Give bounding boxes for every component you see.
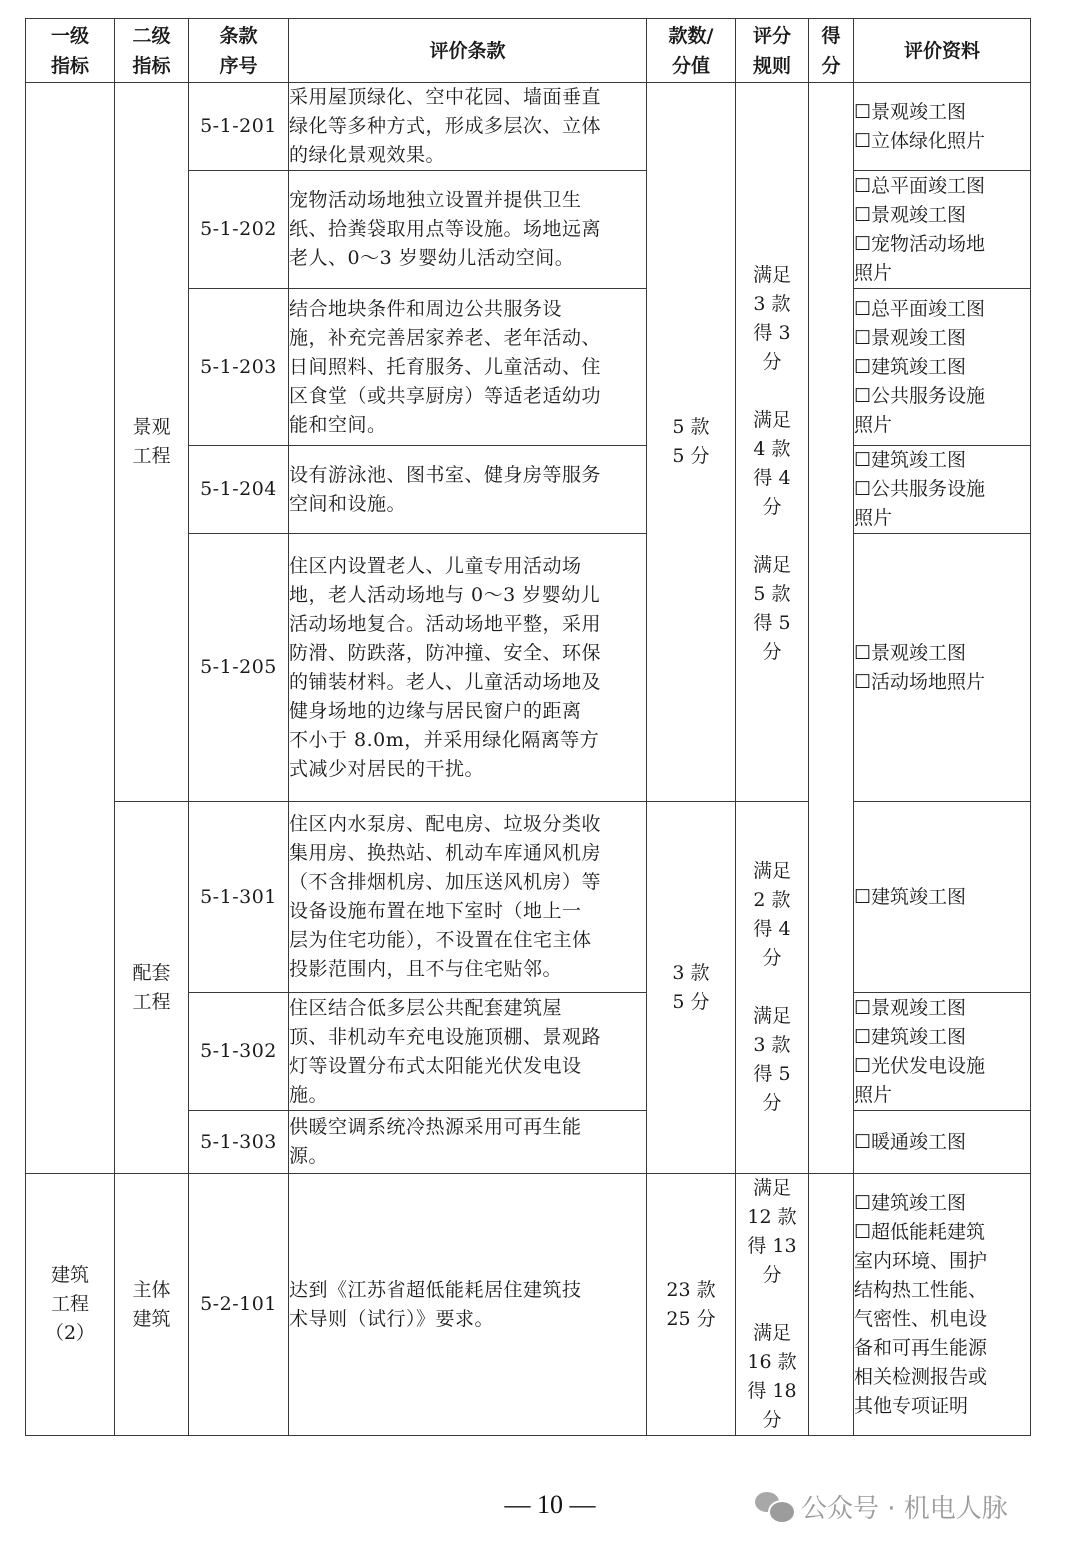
header-score: 得 分 [809,19,854,83]
material-checkbox-item[interactable]: ☐暖通竣工图 [854,1130,967,1153]
header-rule: 评分 规则 [736,19,809,83]
header-level1: 一级 指标 [26,19,115,83]
material-checkbox-item[interactable]: ☐宠物活动场地 [854,232,986,255]
material-checkbox-item[interactable]: ☐公共服务设施 [854,478,986,500]
clause-code: 5-1-205 [189,534,289,802]
materials-cell: ☐建筑竣工图 ☐超低能耗建筑 室内环境、围护 结构热工性能、 气密性、机电设 备和可再生能源 相关检测报告或 其他专项证明 [854,1174,1031,1436]
clause-text: 达到《江苏省超低能耗居住建筑技 术导则（试行）》要求。 [289,1174,647,1436]
header-row [26,19,1031,83]
material-checkbox-item[interactable]: ☐建筑竣工图 [854,1025,967,1048]
header-count-score: 款数/ 分值 [647,19,736,83]
clause-code: 5-2-101 [189,1174,289,1436]
wechat-icon [755,1492,793,1522]
count-score-cell: 23 款 25 分 [647,1174,736,1436]
material-checkbox-item[interactable]: ☐光伏发电设施 [854,1054,986,1077]
materials-cell [854,802,1031,993]
material-checkbox-item[interactable]: ☐总平面竣工图 [854,174,986,197]
count-score-cell: 3 款 5 分 [647,802,736,1174]
clause-text: 宠物活动场地独立设置并提供卫生 纸、拾粪袋取用点等设施。场地远离 老人、0～3 岁婴幼儿活动空间。 [289,171,647,289]
score-cell[interactable] [809,1174,854,1436]
page-number: — 10 — [504,1490,596,1519]
watermark [755,1488,1008,1525]
rule-cell: 满足 2 款 得 4 分 满足 3 款 得 5 分 [736,802,809,1174]
clause-code: 5-1-202 [189,171,289,289]
level2-cell: 景观 工程 [115,83,189,802]
header-clause: 评价条款 [289,19,647,83]
header-clause-no: 条款 序号 [189,19,289,83]
rule-cell: 满足 3 款 得 3 分 满足 4 款 得 4 分 满足 5 款 得 5 分 [736,83,809,802]
material-checkbox-item[interactable]: ☐建筑竣工图 [854,355,967,378]
material-checkbox-item[interactable]: ☐景观竣工图 [854,996,967,1019]
rule-cell: 满足 12 款 得 13 分 满足 16 款 得 18 分 [736,1174,809,1436]
score-cell[interactable] [809,83,854,1174]
material-checkbox-item[interactable]: ☐景观竣工图 [854,203,967,226]
level2-cell: 配套 工程 [115,802,189,1174]
clause-text: 住区内水泵房、配电房、垃圾分类收 集用房、换热站、机动车库通风机房 （不含排烟机房、加压送风机房）等 设备设施布置在地下室时（地上一 层为住宅功能），不设置在住宅主体 投影范围内，且不与住宅贴邻。 [289,802,647,993]
materials-cell: ☐总平面竣工图 ☐景观竣工图 ☐建筑竣工图 ☐公共服务设施 照片 [854,289,1031,446]
level1-cell: 建筑 工程 （2） [26,1174,115,1436]
clause-code: 5-1-201 [189,83,289,171]
table-row [26,83,1031,171]
clause-text: 设有游泳池、图书室、健身房等服务 空间和设施。 [289,446,647,534]
clause-code: 5-1-301 [189,802,289,993]
materials-cell: ☐景观竣工图 ☐建筑竣工图 ☐光伏发电设施 照片 [854,993,1031,1111]
material-checkbox-item[interactable]: ☐公共服务设施 [854,384,986,407]
clause-code: 5-1-203 [189,289,289,446]
clause-text: 住区内设置老人、儿童专用活动场 地，老人活动场地与 0～3 岁婴幼儿 活动场地复合。活动场地平整，采用 防滑、防跌落，防冲撞、安全、环保 的铺装材料。老人、儿童活动场地及 健身场地的边缘与居民窗户的距离 不小于 8.0m，并采用绿化隔离等方 式减少对居民的干扰。 [289,534,647,802]
materials-cell: ☐总平面竣工图 ☐景观竣工图 ☐宠物活动场地 照片 [854,171,1031,289]
material-checkbox-item[interactable]: ☐总平面竣工图 [854,297,986,320]
material-checkbox-item[interactable]: ☐景观竣工图 [854,641,967,664]
material-checkbox-item[interactable]: ☐建筑竣工图 [854,1191,967,1214]
clause-text: 采用屋顶绿化、空中花园、墙面垂直 绿化等多种方式，形成多层次、立体 的绿化景观效果。 [289,83,647,171]
clause-code: 5-1-204 [189,446,289,534]
clause-code: 5-1-303 [189,1111,289,1174]
material-checkbox-item[interactable]: ☐景观竣工图 [854,100,967,123]
materials-cell [854,1111,1031,1174]
table-row [26,802,1031,993]
material-checkbox-item[interactable]: ☐立体绿化照片 [854,129,986,152]
table-row [26,1174,1031,1436]
material-checkbox-item[interactable]: ☐建筑竣工图 [854,449,967,471]
material-checkbox-item[interactable]: ☐活动场地照片 [854,670,986,693]
materials-cell [854,534,1031,802]
level2-cell: 主体 建筑 [115,1174,189,1436]
clause-text: 结合地块条件和周边公共服务设 施，补充完善居家养老、老年活动、 日间照料、托育服务、儿童活动、住 区食堂（或共享厨房）等适老适幼功 能和空间。 [289,289,647,446]
materials-cell: ☐建筑竣工图 ☐公共服务设施 照片 [854,446,1031,534]
count-score-cell: 5 款 5 分 [647,83,736,802]
materials-cell [854,83,1031,171]
header-materials: 评价资料 [854,19,1031,83]
header-level2: 二级 指标 [115,19,189,83]
watermark-text: 公众号 · 机电人脉 [801,1494,1008,1524]
level1-cell-empty [26,83,115,1174]
material-checkbox-item[interactable]: ☐超低能耗建筑 [854,1220,986,1243]
clause-text: 住区结合低多层公共配套建筑屋 顶、非机动车充电设施顶棚、景观路 灯等设置分布式太阳能光伏发电设 施。 [289,993,647,1111]
material-checkbox-item[interactable]: ☐建筑竣工图 [854,885,967,908]
material-checkbox-item[interactable]: ☐景观竣工图 [854,326,967,349]
evaluation-table [25,18,1031,1436]
clause-text: 供暖空调系统冷热源采用可再生能 源。 [289,1111,647,1174]
clause-code: 5-1-302 [189,993,289,1111]
